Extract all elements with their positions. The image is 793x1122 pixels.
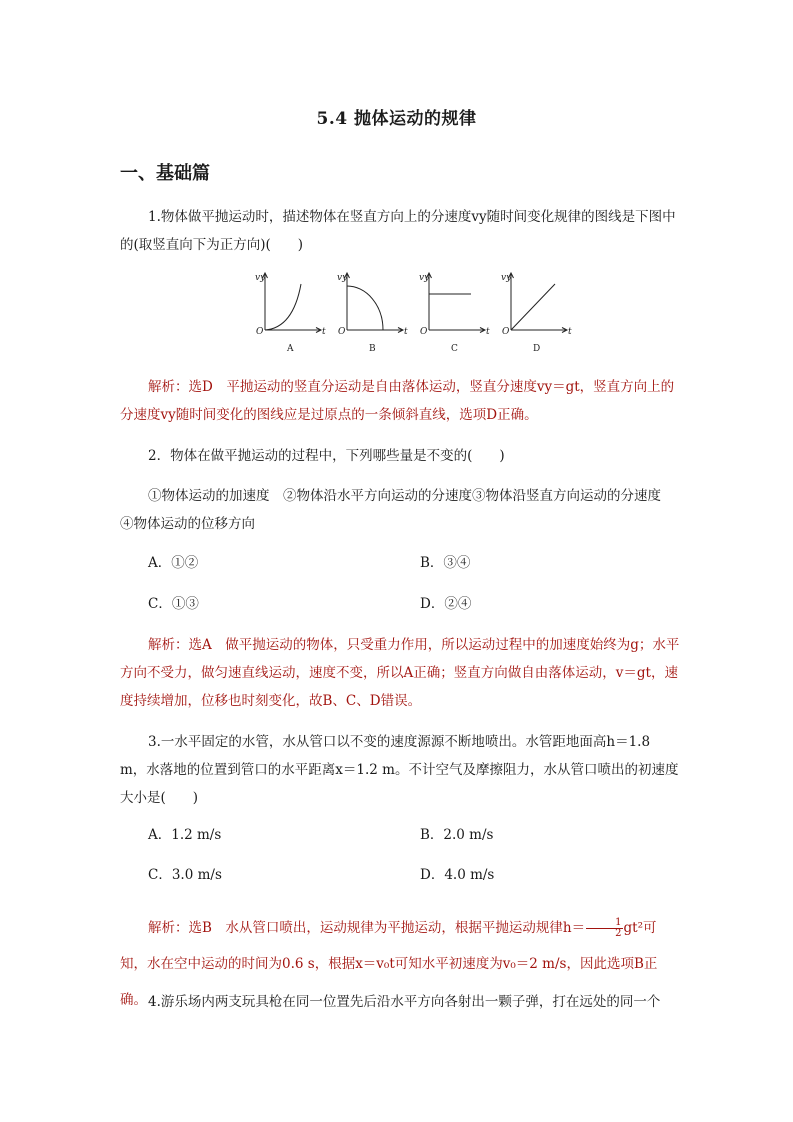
graph-a-y-label: vy [255,273,266,283]
q2-option-b: B．③④ [420,555,471,571]
graph-d-y-label: vy [501,273,512,283]
q2-option-a: A．①② [148,555,199,571]
question-2-answer: 解析：选A 做平抛运动的物体，只受重力作用，所以运动过程中的加速度始终为g；水平方向不受力，做匀速直线运动，速度不变，所以A正确；竖直方向做自由落体运动，v＝gt，速度持续增加，位移也时刻变化，故B、C、D错误。 [120,637,680,709]
q3-answer-part2: gt²可知，水在空中运动的时间为0.6 s，根据x＝v₀t可知水平初速度为v₀＝2 m/s，因此选项B正确。 [120,920,658,1008]
graph-a-x-label: t [322,327,326,337]
graph-c-origin: O [420,327,428,337]
question-3-text: 3.一水平固定的水管，水从管口以不变的速度源源不断地喷出。水管距地面高h＝1.8 m，水落地的位置到管口的水平距离x＝1.2 m。不计空气及摩擦阻力，水从管口喷出的初速度大小是( ) [120,734,679,806]
q1-graphs-svg [250,268,572,360]
graph-a-curve [265,284,301,330]
q3-option-a: A．1.2 m/s [148,827,222,843]
graph-a-origin: O [256,327,264,337]
q3-option-d: D．4.0 m/s [420,867,495,883]
question-2-text: 2．物体在做平抛运动的过程中，下列哪些量是不变的( ) [148,448,505,464]
question-1-text: 1.物体做平抛运动时，描述物体在竖直方向上的分速度vy随时间变化规律的图线是下图中的(取竖直向下为正方向)( ) [120,209,676,253]
fraction-numerator: 1 [586,918,622,929]
graph-d-x-label: t [568,327,572,337]
graph-a-caption: A [287,344,294,354]
q3-answer-fraction [586,918,622,939]
graph-b-y-label: vy [337,273,348,283]
graph-b-origin: O [338,327,346,337]
q2-option-c: C．①③ [148,596,199,612]
fraction-denominator: 2 [615,928,622,939]
graph-d-origin: O [502,327,510,337]
q1-graph-options [250,268,572,360]
graph-c-x-label: t [486,327,490,337]
page-title: 5.4 抛体运动的规律 [316,109,477,129]
q3-option-c: C．3.0 m/s [148,867,222,883]
graph-b-caption: B [369,344,376,354]
question-1-answer: 解析：选D 平抛运动的竖直分运动是自由落体运动，竖直分速度vy＝gt，竖直方向上的分速度vy随时间变化的图线应是过原点的一条倾斜直线，选项D正确。 [120,379,675,423]
graph-b-curve [347,286,383,330]
graph-c-y-label: vy [419,273,430,283]
q2-option-d: D．②④ [420,596,472,612]
section-heading: 一、基础篇 [120,163,210,184]
q3-answer-part1: 解析：选B 水从管口喷出，运动规律为平抛运动，根据平抛运动规律h＝ [148,920,586,936]
graph-d-curve [511,284,555,330]
graph-c-caption: C [451,344,458,354]
question-4-text: 4.游乐场内两支玩具枪在同一位置先后沿水平方向各射出一颗子弹，打在远处的同一个 [148,994,661,1010]
question-2-items: ①物体运动的加速度 ②物体沿水平方向运动的分速度③物体沿竖直方向运动的分速度 ④物体运动的位移方向 [120,488,675,532]
q3-option-b: B．2.0 m/s [420,827,494,843]
graph-b-x-label: t [404,327,408,337]
graph-d-caption: D [533,344,541,354]
